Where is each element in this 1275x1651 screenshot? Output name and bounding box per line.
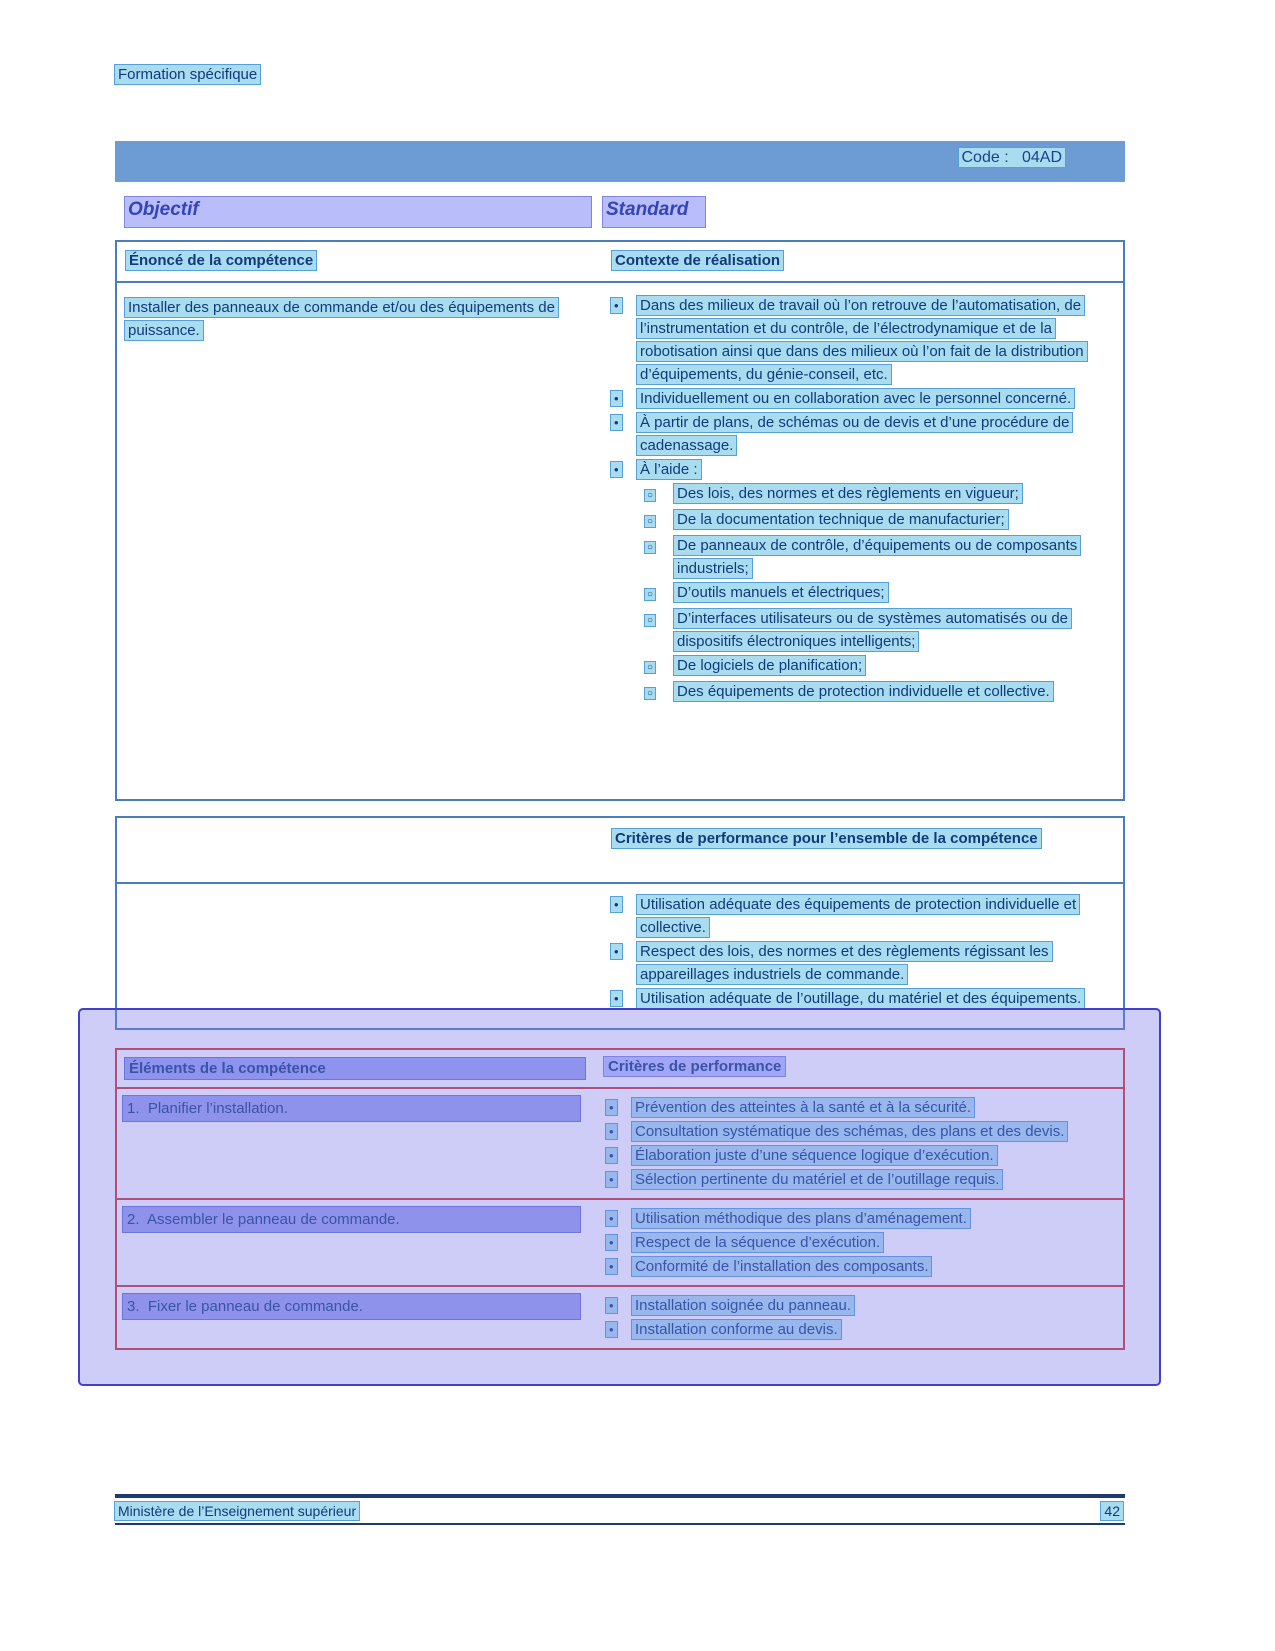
sub-bullet-text: Des lois, des normes et des règlements en vigueur;	[674, 484, 1022, 503]
bullet-icon: •	[604, 1207, 632, 1230]
bullet-icon: •	[609, 987, 637, 1010]
bullet-text: Respect de la séquence d’exécution.	[632, 1233, 883, 1252]
empty-header-cell	[117, 818, 609, 882]
bullet-icon: •	[604, 1231, 632, 1254]
header-enonce: Énoncé de la compétence	[117, 242, 609, 281]
list-item	[609, 940, 1123, 986]
elements-table	[115, 1048, 1125, 1350]
bullet-icon: •	[604, 1318, 632, 1341]
sub-list-item	[643, 581, 1117, 606]
elements-table-header	[117, 1050, 1123, 1089]
element-text: 1. Planifier l’installation.	[123, 1096, 580, 1121]
element-text: 3. Fixer le panneau de commande.	[123, 1294, 580, 1319]
element-cell	[117, 1096, 604, 1192]
element-cell	[117, 1294, 604, 1342]
sub-bullet-text: De la documentation technique de manufacturier;	[674, 510, 1008, 529]
table-row	[117, 1198, 1123, 1285]
context-cell	[609, 294, 1123, 706]
bullet-text: Consultation systématique des schémas, des plans et des devis.	[632, 1122, 1067, 1141]
sub-bullet-text: De logiciels de planification;	[674, 656, 865, 675]
global-criteria-table	[115, 816, 1125, 1030]
header-criteres: Critères de performance	[604, 1050, 1123, 1087]
header-contexte: Contexte de réalisation	[609, 242, 1123, 281]
footer-ministry: Ministère de l’Enseignement supérieur	[115, 1503, 359, 1519]
bullet-icon: •	[604, 1144, 632, 1167]
bullet-text: Utilisation méthodique des plans d’aménagement.	[632, 1209, 970, 1228]
competence-statement: Installer des panneaux de commande et/ou des équipements de puissance.	[125, 298, 558, 340]
page-number: 42	[1101, 1503, 1123, 1519]
element-cell	[117, 1207, 604, 1279]
sub-list-item	[643, 508, 1117, 533]
list-item	[609, 294, 1117, 386]
sub-list-item	[643, 654, 1117, 679]
list-item	[604, 1294, 1117, 1317]
sub-bullet-icon: ○	[647, 615, 654, 626]
bullet-text: Individuellement ou en collaboration avec le personnel concerné.	[637, 389, 1074, 408]
competence-statement-cell	[117, 294, 609, 706]
objectif-heading	[125, 197, 591, 227]
list-item	[604, 1207, 1117, 1230]
criteria-list	[604, 1207, 1117, 1279]
list-item	[604, 1168, 1117, 1191]
list-item	[609, 411, 1117, 457]
sub-list-item	[643, 482, 1117, 507]
sub-bullet-icon: ○	[647, 589, 654, 600]
bullet-text: Respect des lois, des normes et des règlements régissant les appareillages industriels de commande.	[637, 942, 1052, 984]
bullet-text: Installation conforme au devis.	[632, 1320, 841, 1339]
bullet-icon: •	[604, 1168, 632, 1191]
sub-list-item	[643, 680, 1117, 705]
global-criteria-body	[117, 884, 1123, 1011]
sub-bullet-text: D’outils manuels et électriques;	[674, 583, 888, 602]
table-row	[117, 1089, 1123, 1198]
objectif-label: Objectif	[128, 199, 199, 220]
bullet-text: Utilisation adéquate des équipements de protection individuelle et collective.	[637, 895, 1079, 937]
list-item	[609, 987, 1123, 1010]
bullet-icon: •	[604, 1120, 632, 1143]
criteria-cell	[604, 1207, 1123, 1279]
criteria-list	[604, 1096, 1117, 1192]
header-criteres-ensemble: Critères de performance pour l’ensemble de la compétence	[609, 818, 1123, 882]
bullet-text: Sélection pertinente du matériel et de l’outillage requis.	[632, 1170, 1002, 1189]
document-section-label	[115, 66, 260, 83]
bullet-text: Utilisation adéquate de l’outillage, du matériel et des équipements.	[637, 989, 1084, 1008]
sub-bullet-icon: ○	[647, 490, 654, 501]
bullet-text: Prévention des atteintes à la santé et à la sécurité.	[632, 1098, 974, 1117]
bullet-text: À l’aide :	[637, 460, 701, 479]
competence-table-body	[117, 283, 1123, 706]
list-item	[604, 1096, 1117, 1119]
sub-bullet-text: De panneaux de contrôle, d’équipements ou de composants industriels;	[674, 536, 1080, 578]
global-criteria-list	[609, 893, 1123, 1011]
sub-bullet-icon: ○	[647, 688, 654, 699]
sub-bullet-icon: ○	[647, 542, 654, 553]
bullet-icon: •	[609, 294, 637, 317]
bullet-icon: •	[604, 1255, 632, 1278]
bullet-text: Élaboration juste d’une séquence logique d’exécution.	[632, 1146, 997, 1165]
page-footer	[115, 1494, 1125, 1525]
bullet-text: Dans des milieux de travail où l’on retrouve de l’automatisation, de l’instrumentation et du contrôle, de l’électrodynamique et de la robotisation ainsi que dans des milieux où l’on fait de la distribution d’équipements, du génie-conseil, etc.	[637, 296, 1087, 384]
list-item	[609, 387, 1117, 410]
bullet-text: Installation soignée du panneau.	[632, 1296, 854, 1315]
bullet-icon: •	[609, 893, 637, 916]
bullet-text: Conformité de l’installation des composants.	[632, 1257, 931, 1276]
bullet-icon: •	[604, 1294, 632, 1317]
bullet-icon: •	[609, 411, 637, 434]
list-item	[604, 1144, 1117, 1167]
bullet-icon: •	[609, 940, 637, 963]
list-item	[609, 458, 1117, 481]
sub-bullet-icon: ○	[647, 516, 654, 527]
list-item	[604, 1120, 1117, 1143]
criteria-cell	[604, 1294, 1123, 1342]
sub-bullet-icon: ○	[647, 662, 654, 673]
competence-table-header	[117, 242, 1123, 283]
standard-label: Standard	[606, 199, 689, 220]
header-elements: Éléments de la compétence	[117, 1050, 604, 1087]
bullet-icon: •	[609, 387, 637, 410]
list-item	[609, 893, 1123, 939]
sub-bullet-text: Des équipements de protection individuelle et collective.	[674, 682, 1053, 701]
global-criteria-cell	[609, 893, 1123, 1011]
criteria-cell	[604, 1096, 1123, 1192]
table-row	[117, 1285, 1123, 1348]
sub-bullet-text: D’interfaces utilisateurs ou de systèmes automatisés ou de dispositifs électroniques intelligents;	[674, 609, 1071, 651]
global-criteria-header	[117, 818, 1123, 884]
list-item	[604, 1318, 1117, 1341]
bullet-icon: •	[604, 1096, 632, 1119]
context-bullet-list	[609, 294, 1117, 706]
code-value: Code : 04AD	[959, 149, 1066, 167]
formation-specifique-label: Formation spécifique	[115, 65, 260, 84]
list-item	[604, 1231, 1117, 1254]
sub-list-item	[643, 607, 1117, 653]
list-item	[604, 1255, 1117, 1278]
bullet-icon: •	[609, 458, 637, 481]
criteria-list	[604, 1294, 1117, 1342]
empty-cell	[117, 893, 609, 1011]
element-text: 2. Assembler le panneau de commande.	[123, 1207, 580, 1232]
competence-table	[115, 240, 1125, 801]
code-banner	[115, 141, 1125, 182]
sub-list-item	[643, 534, 1117, 580]
standard-heading	[603, 197, 705, 227]
bullet-text: À partir de plans, de schémas ou de devis et d’une procédure de cadenassage.	[637, 413, 1072, 455]
